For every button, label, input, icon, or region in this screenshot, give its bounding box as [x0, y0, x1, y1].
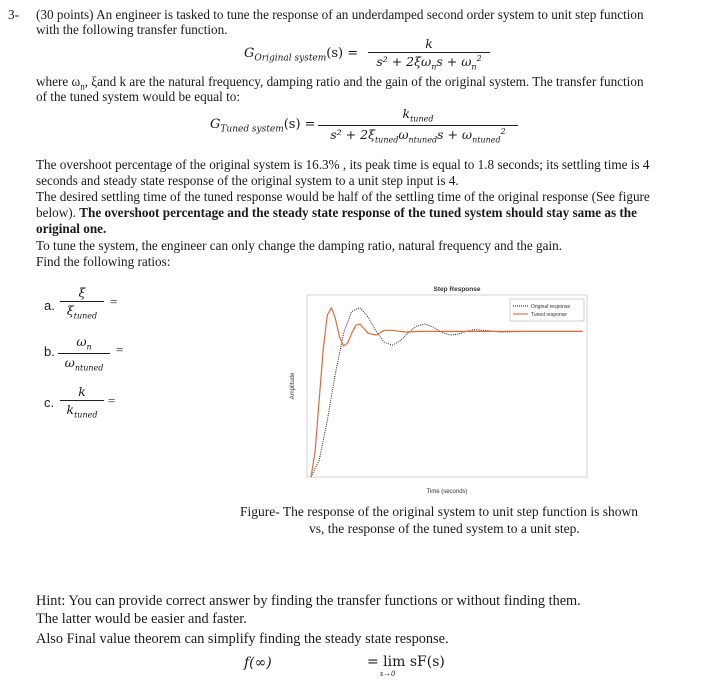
- figure-caption-line-2: vs, the response of the tuned system to a unit step.: [309, 521, 580, 536]
- ratio-b-equals: =: [116, 342, 124, 357]
- where-line-1: where $\omega_n$, ξand k are the natural frequency, damping ratio and the gain of the original system. The transfer function: [36, 74, 644, 92]
- final-value-limit: s→0: [380, 669, 396, 678]
- para-requirement-end: original one.: [36, 221, 107, 236]
- plot-area: [307, 295, 587, 477]
- eq2-fraction: $k_{tuned}$ $s^2 + 2\xi_{tuned}\omega_{ntuned}s + \omega_{ntuned}^2$: [318, 106, 518, 144]
- figure-caption-line-1: Figure- The response of the original system to unit step function is shown: [240, 504, 638, 519]
- eq2-lhs: $G_{Tuned system}(s)$ =: [210, 117, 316, 135]
- step-response-chart: [282, 283, 592, 503]
- final-value-lhs: f(∞): [244, 655, 272, 671]
- chart-title: Step Response: [433, 286, 481, 293]
- para-settling: The desired settling time of the tuned response would be half of the settling time of the original response (See figure: [36, 189, 650, 204]
- ratio-a-label: a.: [44, 298, 55, 313]
- ratio-b-fraction: $\omega_n$ $\omega_{ntuned}$: [58, 334, 110, 372]
- final-value-rhs: = lim sF(s) s→0: [367, 654, 445, 678]
- eq1-fraction: k $s^2 + 2\xi\omega_ns + \omega_n^2$: [368, 36, 490, 72]
- para-requirement: below). The overshoot percentage and the steady state response of the tuned system should stay same as the: [36, 205, 637, 220]
- ratio-c-label: c.: [44, 395, 55, 410]
- ratio-b-label: b.: [44, 344, 55, 359]
- chart-legend: [510, 299, 584, 321]
- y-axis-label: Amplitude: [290, 372, 296, 400]
- para-steady-state: seconds and steady state response of the original system to a unit step input is 4.: [36, 173, 459, 188]
- hint-line-1: Hint: You can provide correct answer by finding the transfer functions or without finding them.: [36, 593, 581, 609]
- hint-line-2: The latter would be easier and faster.: [36, 611, 247, 627]
- eq1-lhs: $G_{Original system}(s)$ =: [244, 46, 359, 64]
- problem-line-2: with the following transfer function.: [36, 22, 228, 37]
- chart-svg: [282, 283, 592, 503]
- legend-original-label: Original response: [531, 304, 571, 310]
- para-overshoot: The overshoot percentage of the original system is 16.3% , its peak time is equal to 1.8 seconds; its settling time is 4: [36, 157, 650, 172]
- ratio-a-fraction: ξ $\xi_{tuned}$: [60, 285, 104, 321]
- x-axis-label: Time (seconds): [426, 489, 468, 495]
- series-tuned-line: [311, 308, 583, 477]
- ratio-a-equals: =: [110, 294, 118, 309]
- para-find: Find the following ratios:: [36, 254, 171, 269]
- hint-line-3: Also Final value theorem can simplify finding the steady state response.: [36, 631, 449, 647]
- series-layer: [311, 308, 583, 477]
- problem-line-1: (30 points) An engineer is tasked to tune the response of an underdamped second order system to unit step function: [36, 7, 644, 22]
- ratio-c-fraction: k $k_{tuned}$: [60, 384, 104, 420]
- legend-tuned-label: Tuned response: [531, 312, 567, 318]
- problem-number: 3-: [8, 7, 19, 22]
- where-line-2: of the tuned system would be equal to:: [36, 89, 241, 104]
- ratio-c-equals: =: [108, 393, 116, 408]
- para-tuning: To tune the system, the engineer can only change the damping ratio, natural frequency and the gain.: [36, 238, 563, 253]
